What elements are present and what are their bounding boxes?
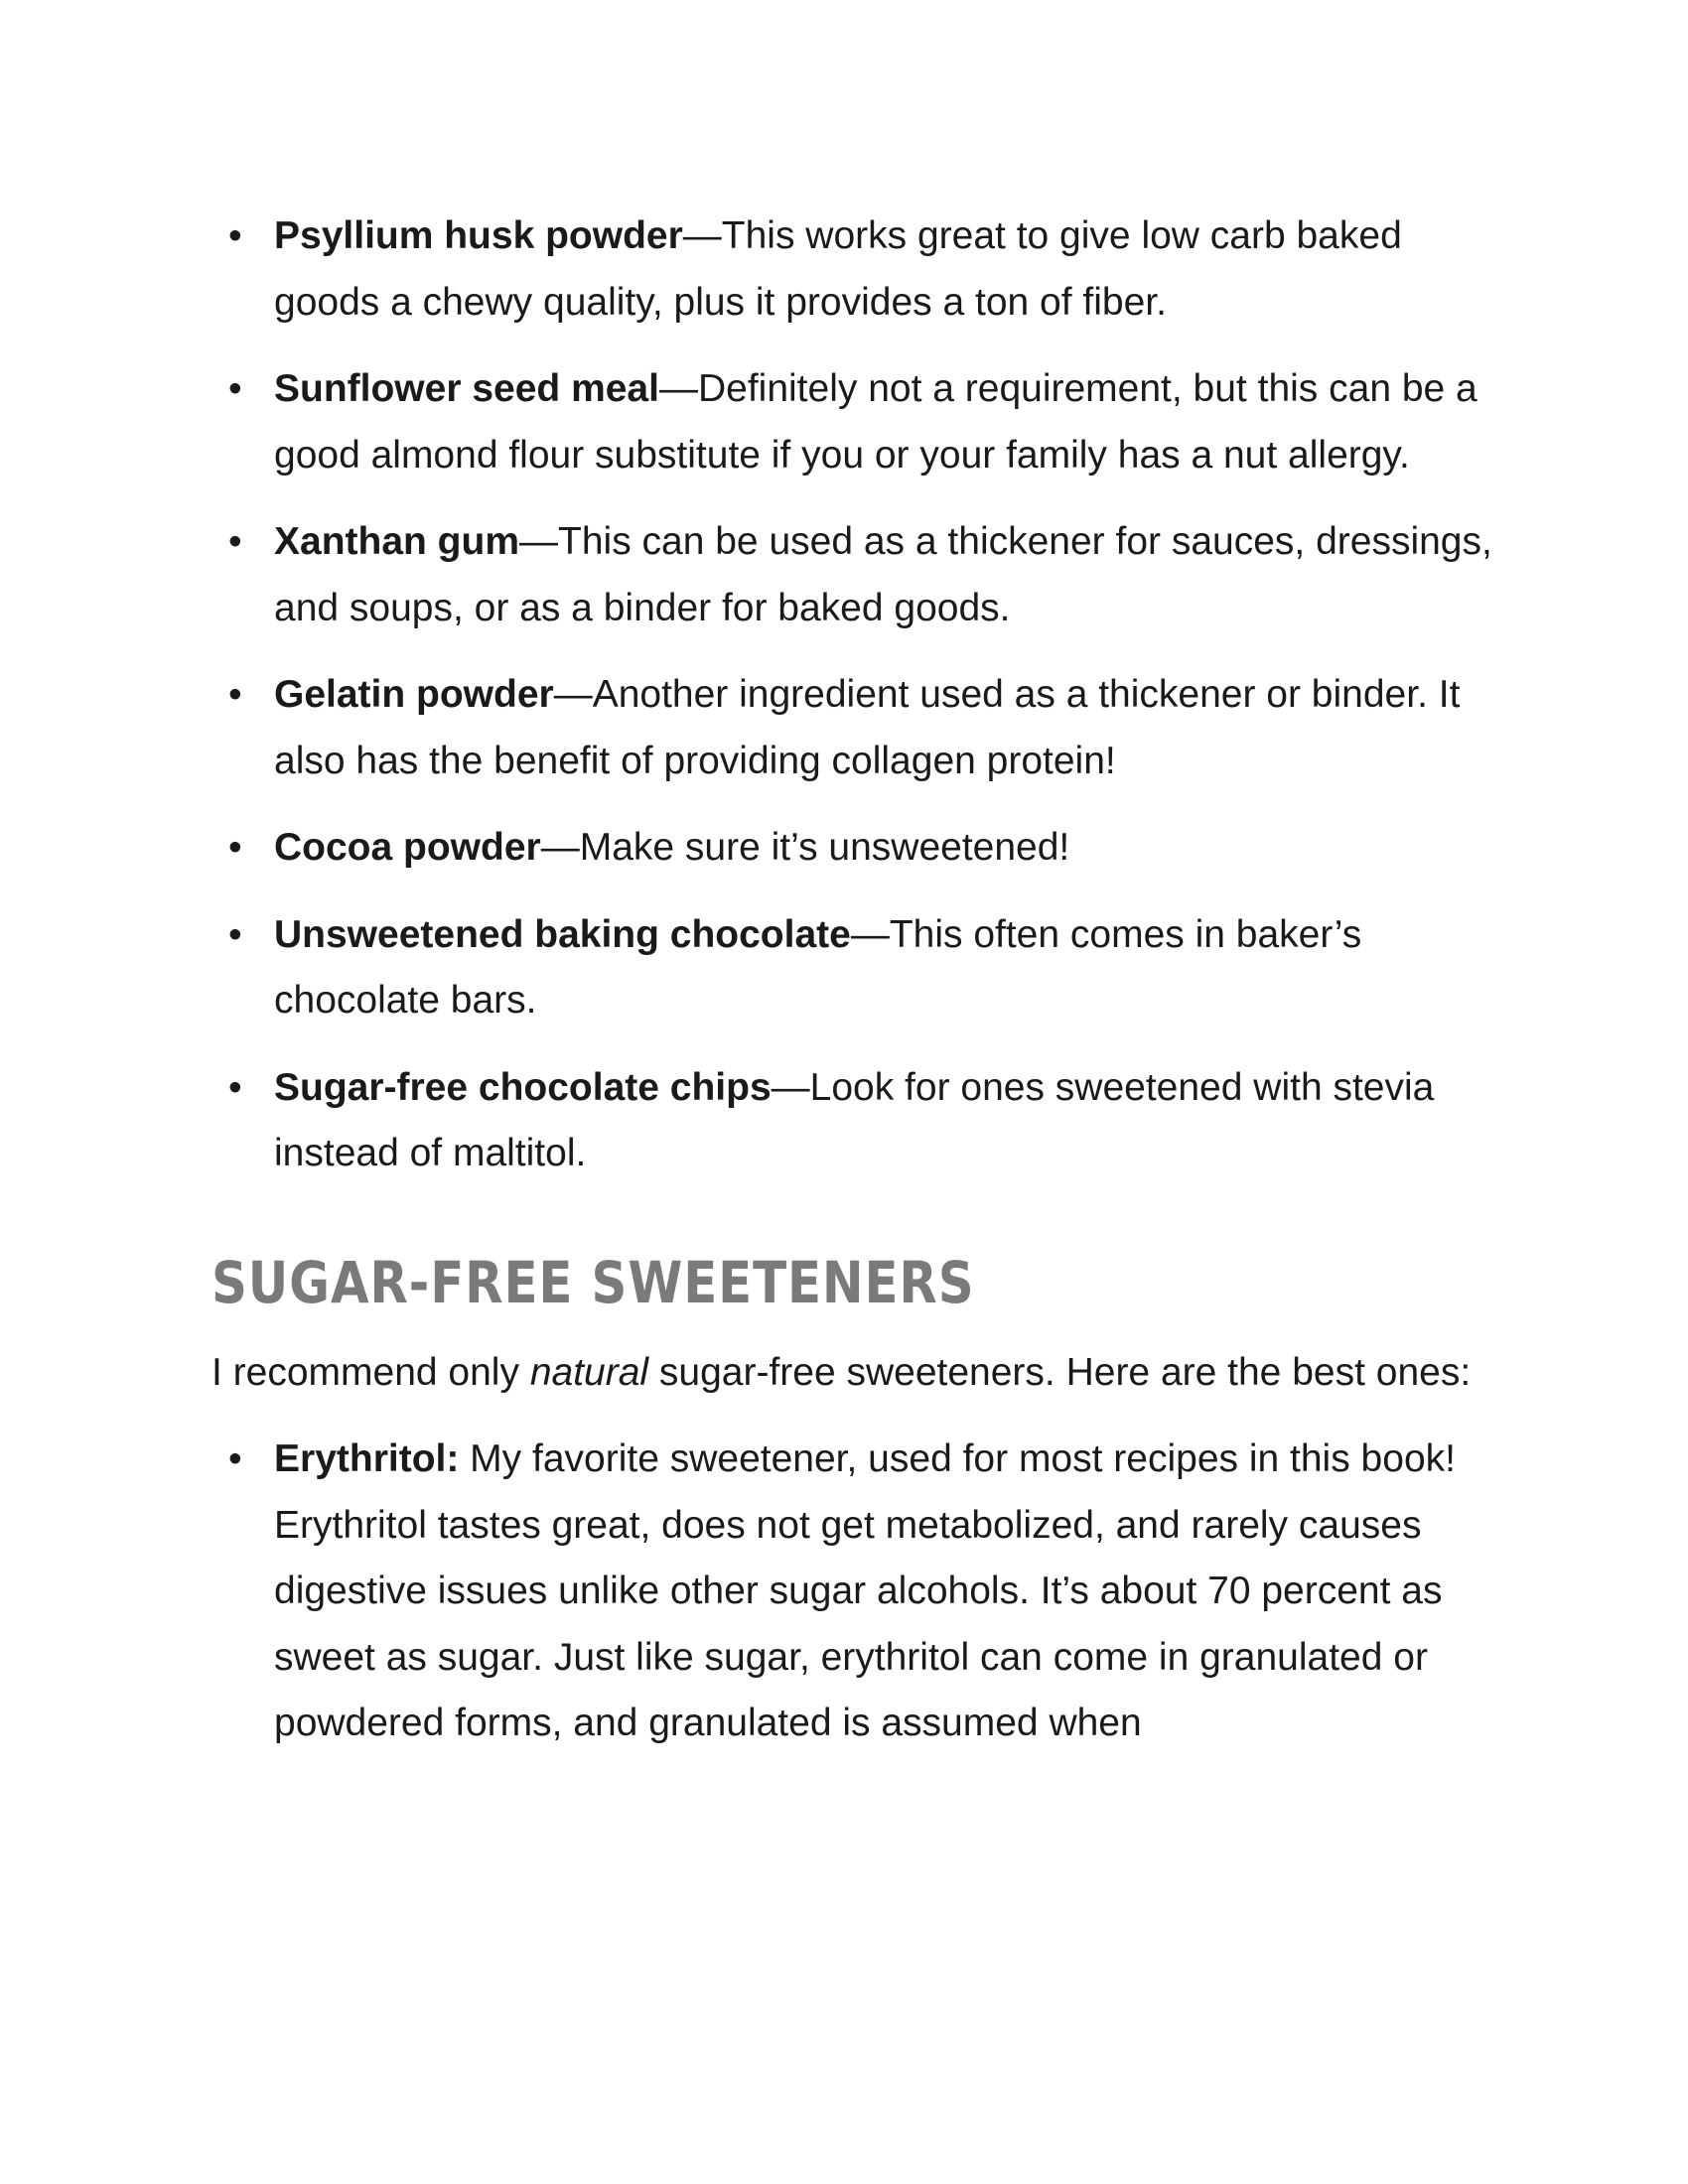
item-description: —Definitely not a requirement, but this can be a good almond flour substitute if you or your family has a nut allergy. [274, 367, 1477, 477]
list-item [211, 1055, 1492, 1187]
item-term: Erythritol: [274, 1437, 460, 1480]
intro-text-start: I recommend only [211, 1350, 530, 1394]
list-item [211, 509, 1492, 641]
bullet-icon: • [228, 367, 242, 410]
item-term: Sugar-free chocolate chips [274, 1065, 772, 1109]
item-term: Xanthan gum [274, 520, 520, 563]
list-item [211, 902, 1492, 1034]
item-description: —This often comes in baker’s chocolate bars. [274, 912, 1362, 1022]
section-intro [211, 1340, 1492, 1407]
item-description: —Look for ones sweetened with stevia instead of maltitol. [274, 1065, 1435, 1174]
list-item [211, 1427, 1492, 1757]
list-item [211, 662, 1492, 794]
item-term: Gelatin powder [274, 673, 554, 716]
item-term: Psyllium husk powder [274, 214, 683, 257]
item-term: Unsweetened baking chocolate [274, 912, 851, 956]
section-heading: SUGAR-FREE SWEETENERS [211, 1248, 975, 1316]
page-content [211, 204, 1492, 1778]
bullet-icon: • [228, 1065, 242, 1109]
ingredient-list [211, 204, 1492, 1187]
bullet-icon: • [228, 912, 242, 956]
bullet-icon: • [228, 1437, 242, 1480]
list-item [211, 356, 1492, 488]
item-description: —Make sure it’s unsweetened! [540, 826, 1070, 869]
bullet-icon: • [228, 520, 242, 563]
bullet-icon: • [228, 673, 242, 716]
list-item [211, 815, 1492, 882]
item-description: —This can be used as a thickener for sauces, dressings, and soups, or as a binder for baked goods. [274, 520, 1492, 629]
item-description: —This works great to give low carb baked goods a chewy quality, plus it provides a ton of fiber. [274, 214, 1402, 324]
bullet-icon: • [228, 214, 242, 257]
list-item [211, 204, 1492, 336]
bullet-icon: • [228, 826, 242, 869]
item-description: My favorite sweetener, used for most recipes in this book! Erythritol tastes great, does not get metabolized, and rarely causes digestive issues unlike other sugar alcohols. It’s about 70 percent as sweet as sugar. Just like sugar, erythritol can come in granulated or powdered forms, and granulated is assumed when [274, 1437, 1456, 1744]
item-term: Cocoa powder [274, 826, 541, 869]
sweetener-list [211, 1427, 1492, 1757]
item-term: Sunflower seed meal [274, 367, 659, 410]
item-description: —Another ingredient used as a thickener or binder. It also has the benefit of providing collagen protein! [274, 673, 1461, 782]
intro-text-end: sugar-free sweeteners. Here are the best ones: [648, 1350, 1472, 1394]
intro-emphasis: natural [529, 1350, 649, 1394]
